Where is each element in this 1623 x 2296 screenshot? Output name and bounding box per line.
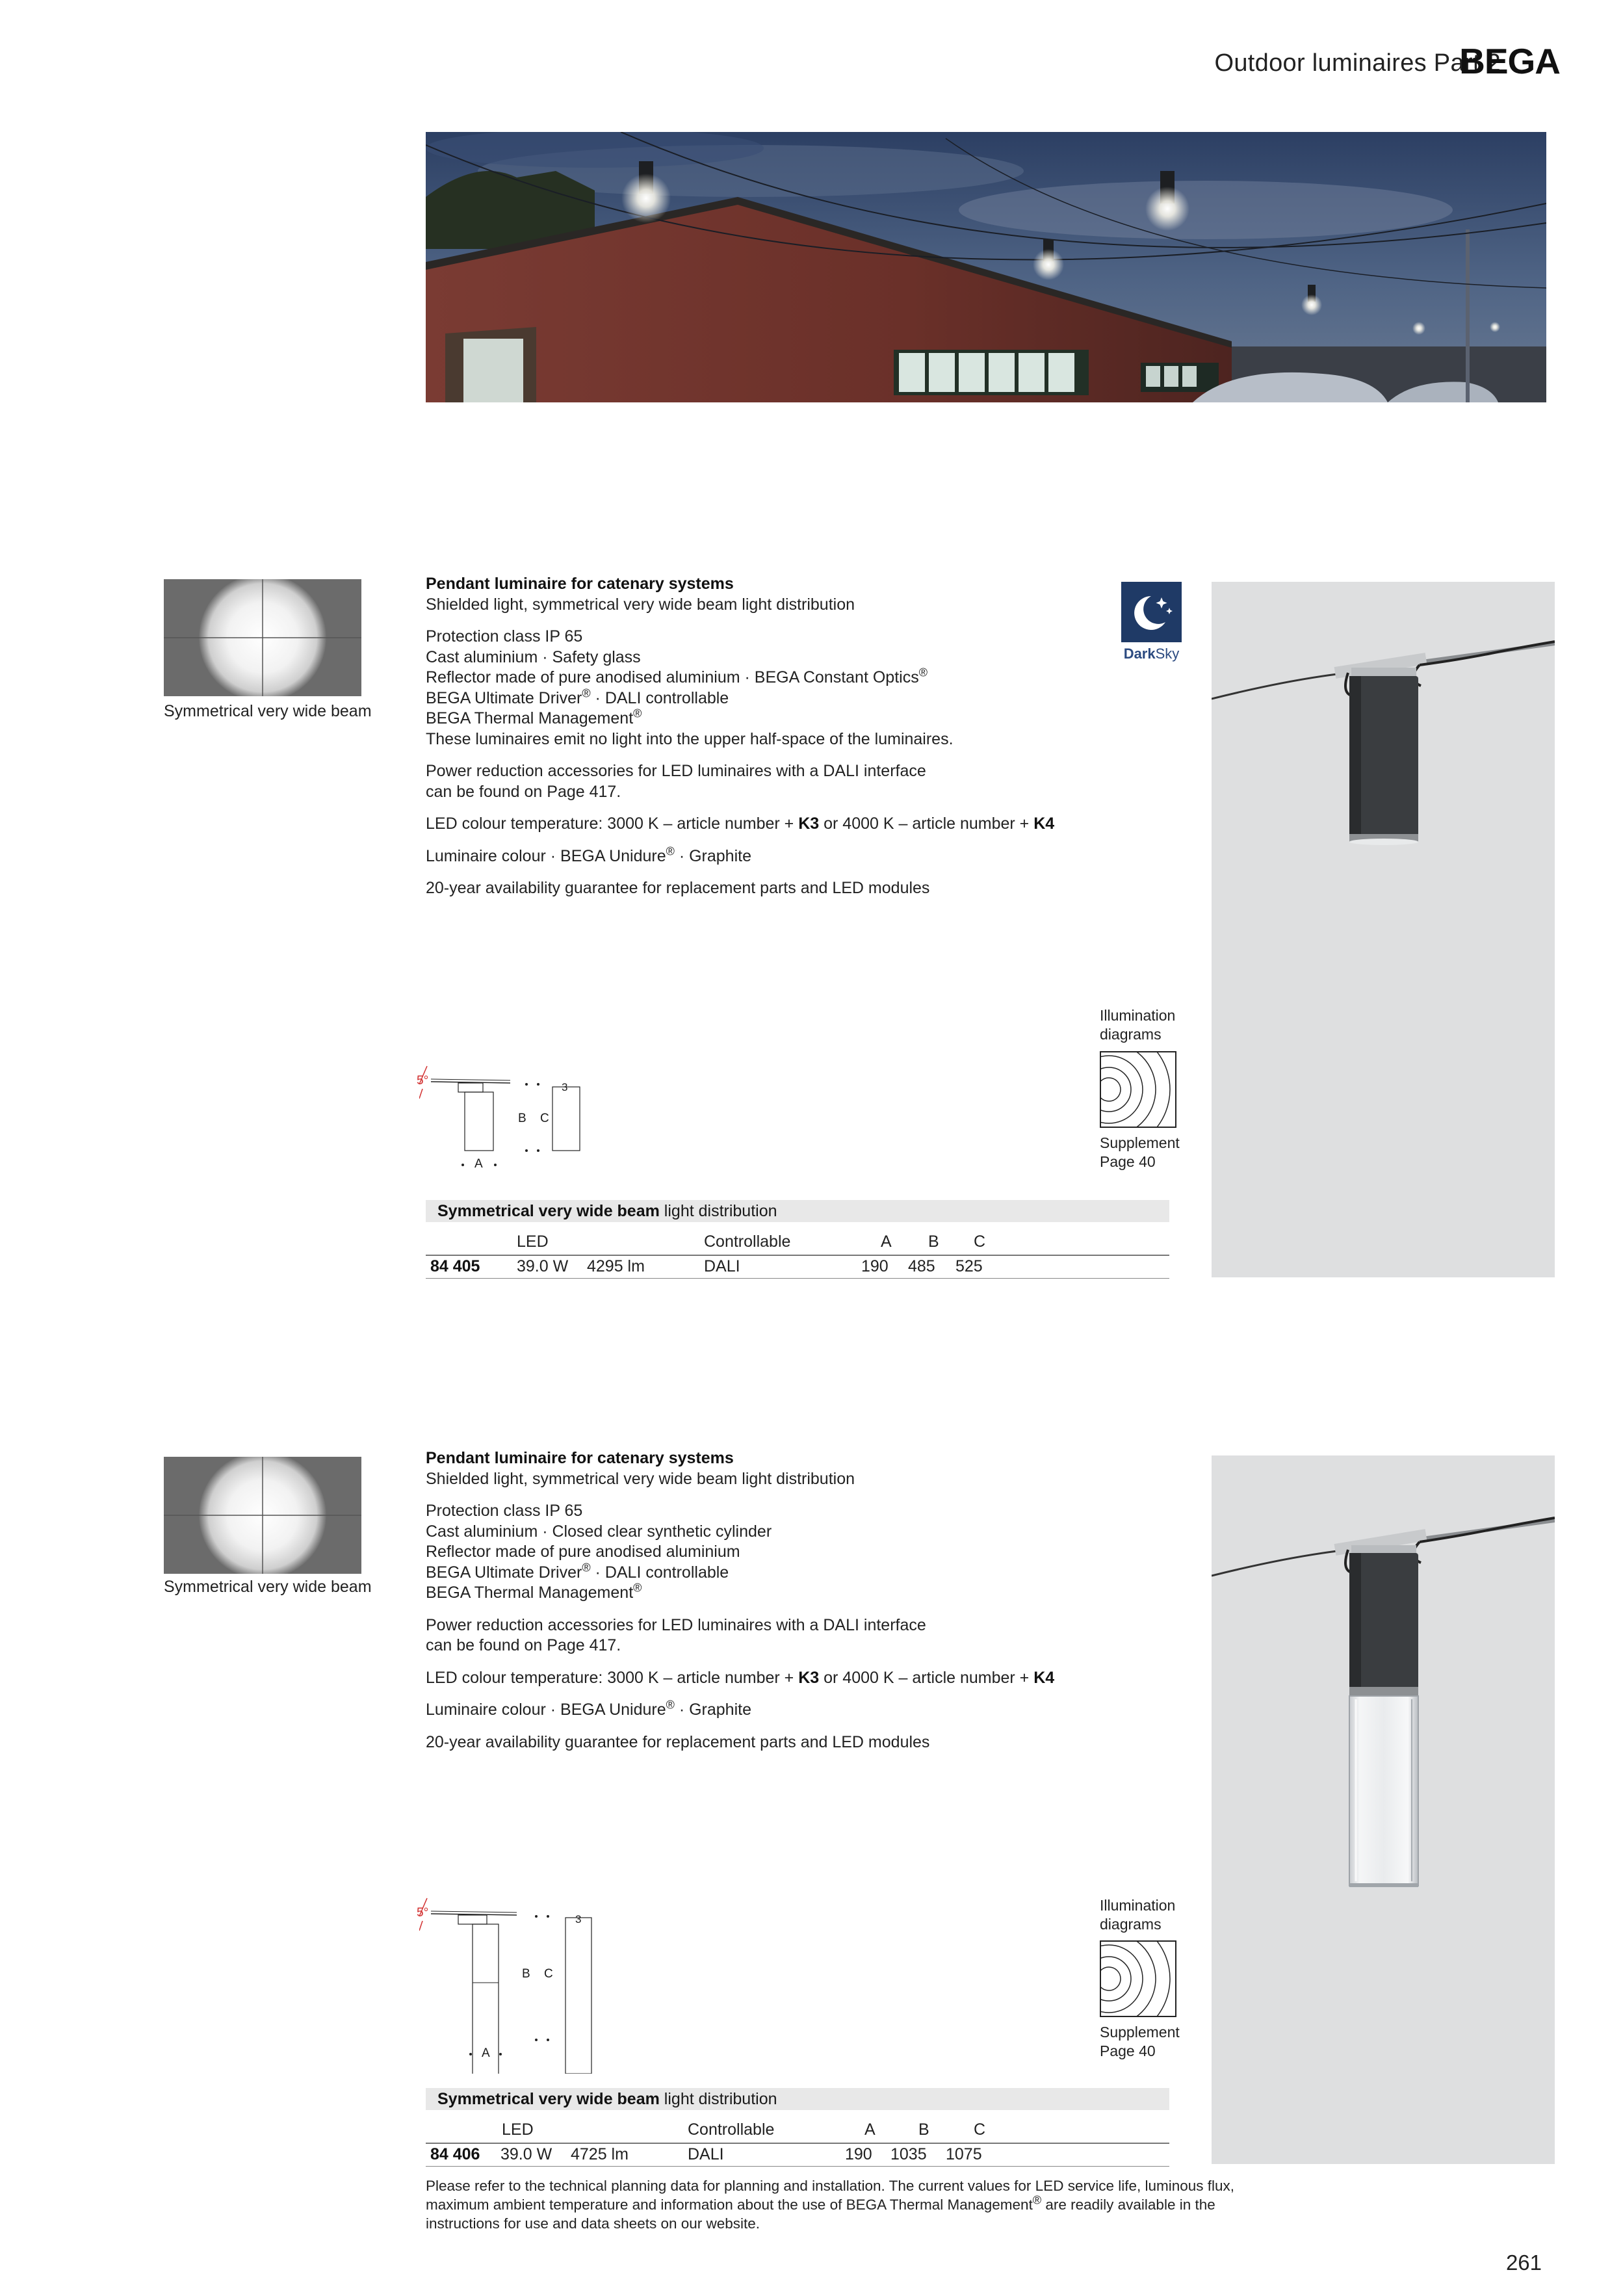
power-reduction-line-2: can be found on Page 417.: [426, 1636, 621, 1654]
cell-watt: 39.0 W: [500, 2145, 552, 2163]
luminaire-colour: Luminaire colour · BEGA Unidure® · Graphite: [426, 1698, 751, 1719]
spec-no-uplight: These luminaires emit no light into the upper half-space of the luminaires.: [426, 729, 954, 748]
article-number: 84 405: [430, 1257, 480, 1275]
product-photo: [1212, 582, 1555, 1277]
spec-material: Cast aluminium · Safety glass: [426, 647, 641, 666]
product-subheading: Shielded light, symmetrical very wide beam light distribution: [426, 1469, 855, 1488]
spec-driver-suffix: · DALI controllable: [590, 688, 729, 707]
footer-note: Please refer to the technical planning data for planning and installation. The current values for LED service life, luminous flux, maximum ambient temperature and information about the use of BEGA Thermal Management® are readily available in the instructions for use and data sheets on our website.: [426, 2178, 1235, 2232]
col-led: LED: [517, 1233, 549, 1251]
article-number: 84 406: [430, 2145, 480, 2163]
col-controllable: Controllable: [688, 2120, 775, 2139]
darksky-label: DarkSky: [1123, 646, 1180, 662]
illumination-diagrams-label: Illumination diagrams: [1100, 1897, 1176, 1933]
power-reduction-line-1: Power reduction accessories for LED luminaires with a DALI interface: [426, 1615, 926, 1634]
table-divider: [426, 1255, 1169, 1256]
cell-lumen: 4295 lm: [587, 1257, 645, 1275]
spec-reflector: Reflector made of pure anodised aluminium · BEGA Constant Optics: [426, 668, 919, 686]
product-heading: Pendant luminaire for catenary systems: [426, 1449, 734, 1467]
angle-label: 5°: [417, 1906, 429, 1920]
dim-c-label: C: [540, 1112, 549, 1125]
col-a: A: [881, 1233, 892, 1251]
spec-protection: Protection class IP 65: [426, 627, 583, 646]
beam-pattern-thumbnail: [164, 579, 361, 696]
dim-b-label: B: [522, 1967, 530, 1981]
guarantee: 20-year availability guarantee for replacement parts and LED modules: [426, 1732, 930, 1751]
moon-stars-icon: [1121, 582, 1182, 642]
spec-driver-suffix: · DALI controllable: [590, 1563, 729, 1582]
catalog-section-title: Outdoor luminaires Part 2: [1214, 49, 1501, 77]
spec-driver: BEGA Ultimate Driver: [426, 688, 582, 707]
product-description: [426, 574, 1076, 911]
col-c: C: [974, 1233, 986, 1251]
table-title: Symmetrical very wide beam light distribution: [426, 1200, 1169, 1222]
cell-lumen: 4725 lm: [571, 2145, 629, 2163]
table-title: Symmetrical very wide beam light distribution: [426, 2088, 1169, 2110]
col-controllable: Controllable: [704, 1233, 791, 1251]
spec-driver: BEGA Ultimate Driver: [426, 1563, 582, 1582]
angle-label: 5°: [417, 1074, 429, 1088]
product-subheading: Shielded light, symmetrical very wide beam light distribution: [426, 595, 855, 614]
spec-thermal: BEGA Thermal Management: [426, 709, 634, 727]
beam-caption: Symmetrical very wide beam: [164, 1578, 372, 1596]
spec-protection: Protection class IP 65: [426, 1502, 583, 1520]
supplement-reference: Supplement Page 40: [1100, 1134, 1180, 1170]
dim-b-label: B: [518, 1112, 526, 1125]
cell-c: 525: [955, 1257, 983, 1275]
colour-temperature: LED colour temperature: 3000 K – article number + K3 or 4000 K – article number + K4: [426, 815, 1055, 833]
col-led: LED: [502, 2120, 534, 2139]
registered-mark: ®: [582, 1561, 591, 1574]
product-photo: [1212, 1455, 1555, 2164]
beam-pattern-thumbnail: [164, 1457, 361, 1574]
illumination-diagram-icon: [1100, 1940, 1176, 2017]
cell-a: 190: [861, 1257, 889, 1275]
power-reduction-line-2: can be found on Page 417.: [426, 782, 621, 801]
supplement-reference: Supplement Page 40: [1100, 2024, 1180, 2059]
spec-reflector: Reflector made of pure anodised aluminium: [426, 1543, 740, 1561]
svg-text:3: 3: [575, 1913, 582, 1925]
page-number: 261: [1505, 2250, 1542, 2275]
cell-a: 190: [845, 2145, 872, 2163]
spec-material: Cast aluminium · Closed clear synthetic cylinder: [426, 1522, 772, 1541]
col-c: C: [974, 2120, 986, 2139]
table-divider: [426, 2143, 1169, 2144]
dimension-drawing: [419, 1885, 601, 2077]
cell-c: 1075: [946, 2145, 982, 2163]
dim-a-label: A: [482, 2046, 490, 2060]
power-reduction-line-1: Power reduction accessories for LED luminaires with a DALI interface: [426, 762, 926, 780]
product-description: [426, 1448, 1076, 1764]
cell-b: 485: [908, 1257, 935, 1275]
col-b: B: [928, 1233, 939, 1251]
registered-mark: ®: [582, 686, 591, 700]
col-a: A: [864, 2120, 876, 2139]
product-heading: Pendant luminaire for catenary systems: [426, 575, 734, 593]
colour-temperature: LED colour temperature: 3000 K – article number + K3 or 4000 K – article number + K4: [426, 1668, 1055, 1687]
table-divider: [426, 2166, 1169, 2167]
col-b: B: [918, 2120, 929, 2139]
table-divider: [426, 1278, 1169, 1279]
brand-logo: BEGA: [1459, 41, 1560, 81]
cell-watt: 39.0 W: [517, 1257, 569, 1275]
spec-thermal: BEGA Thermal Management: [426, 1584, 634, 1602]
cell-control: DALI: [704, 1257, 740, 1275]
registered-mark: ®: [918, 666, 928, 679]
darksky-badge: [1121, 582, 1182, 662]
cell-b: 1035: [890, 2145, 927, 2163]
registered-mark: ®: [633, 707, 642, 720]
illumination-diagram-icon: [1100, 1051, 1176, 1128]
beam-caption: Symmetrical very wide beam: [164, 702, 372, 720]
cell-control: DALI: [688, 2145, 724, 2163]
dim-c-label: C: [544, 1967, 553, 1981]
hero-photo: [426, 132, 1546, 402]
illumination-diagrams-label: Illumination diagrams: [1100, 1007, 1176, 1043]
guarantee: 20-year availability guarantee for replacement parts and LED modules: [426, 879, 930, 897]
dim-a-label: A: [474, 1157, 483, 1171]
luminaire-colour: Luminaire colour · BEGA Unidure® · Graphite: [426, 844, 751, 865]
svg-text:3: 3: [562, 1081, 568, 1093]
dimension-drawing: [419, 1053, 588, 1180]
registered-mark: ®: [633, 1581, 642, 1595]
